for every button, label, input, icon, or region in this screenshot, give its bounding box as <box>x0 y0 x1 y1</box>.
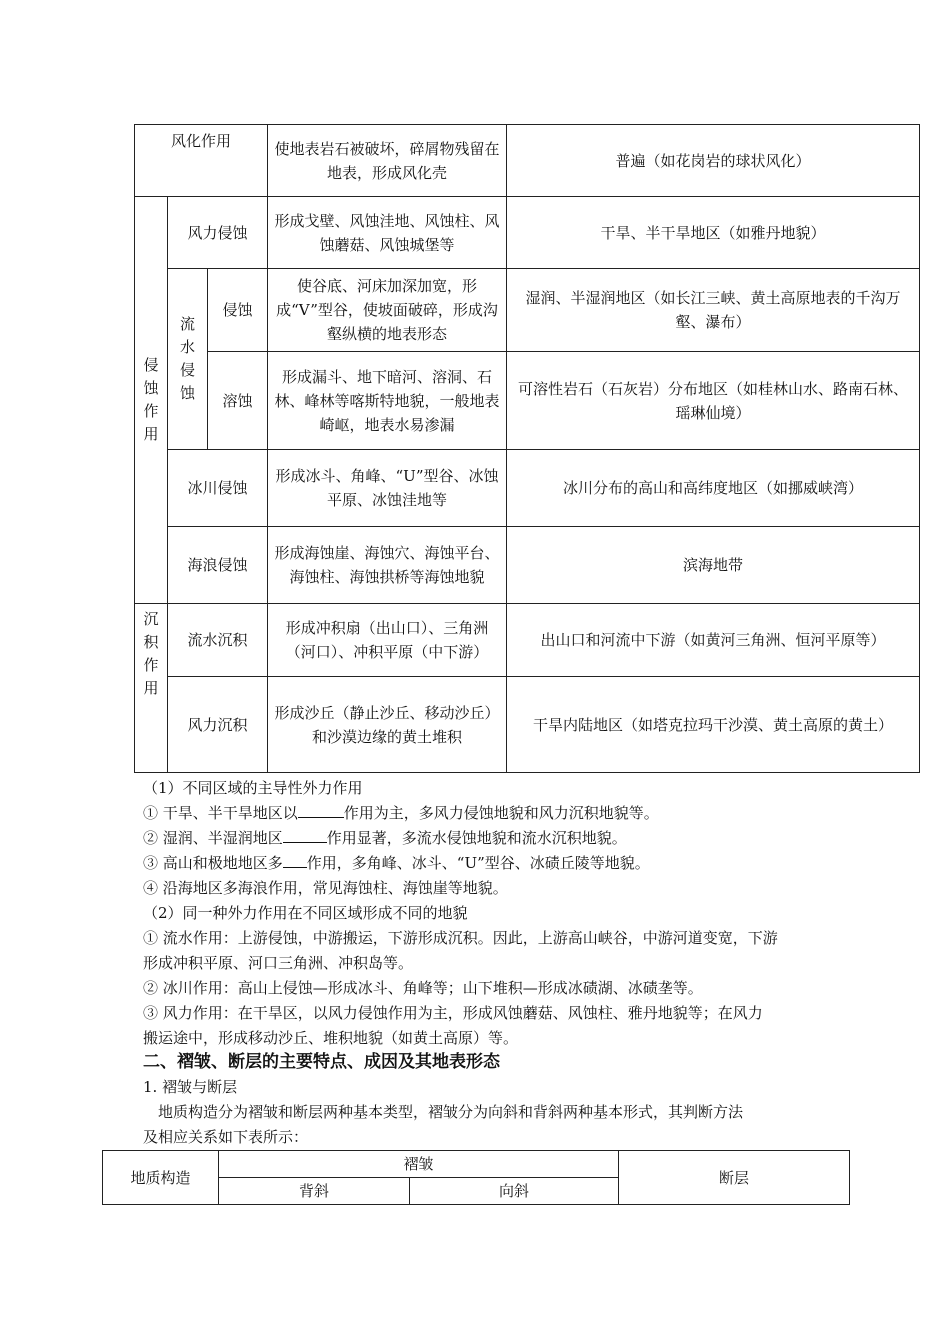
notes-section <box>143 776 823 1051</box>
table-row <box>135 352 920 450</box>
region-water-deposition: 出山口和河流中下游（如黄河三角洲、恒河平原等） <box>507 604 920 677</box>
table-row <box>103 1151 850 1178</box>
process-name-wind-deposition: 风力沉积 <box>168 677 268 773</box>
group-label-erosion: 侵 蚀 作 用 <box>135 197 168 604</box>
header-fold: 褶皱 <box>219 1151 619 1178</box>
group-label-deposition: 沉 积 作 用 <box>135 604 168 773</box>
answer-blank[interactable] <box>283 851 307 868</box>
effect-water-erosion: 使谷底、河床加深加宽，形成“V”型谷，使坡面破碎，形成沟壑纵横的地表形态 <box>268 269 507 352</box>
notes-2-item-a-line1: ① 流水作用：上游侵蚀，中游搬运，下游形成沉积。因此，上游高山峡谷，中游河道变宽，下游 <box>143 929 778 947</box>
region-water-erosion: 湿润、半湿润地区（如长江三峡、黄土高原地表的千沟万壑、瀑布） <box>507 269 920 352</box>
table-row <box>135 677 920 773</box>
text: ③ 高山和极地地区多 <box>143 854 283 872</box>
table-row <box>135 527 920 604</box>
intro-paragraph <box>143 1100 833 1150</box>
region-dissolution: 可溶性岩石（石灰岩）分布地区（如桂林山水、路南石林、瑶琳仙境） <box>507 352 920 450</box>
section-heading: 二、褶皱、断层的主要特点、成因及其地表形态 <box>143 1052 500 1072</box>
notes-2-item-a-line2: 形成冲积平原、河口三角洲、冲积岛等。 <box>143 954 414 972</box>
answer-blank[interactable] <box>283 826 327 843</box>
header-anticline: 背斜 <box>219 1178 410 1205</box>
effect-weathering: 使地表岩石被破坏，碎屑物残留在地表，形成风化壳 <box>268 125 507 197</box>
text: ① 干旱、半干旱地区以 <box>143 804 298 822</box>
effect-wave-erosion: 形成海蚀崖、海蚀穴、海蚀平台、海蚀柱、海蚀拱桥等海蚀地貌 <box>268 527 507 604</box>
process-name-wave-erosion: 海浪侵蚀 <box>168 527 268 604</box>
process-name-water-deposition: 流水沉积 <box>168 604 268 677</box>
region-wind-erosion: 干旱、半干旱地区（如雅丹地貌） <box>507 197 920 269</box>
notes-2-title: （2）同一种外力作用在不同区域形成不同的地貌 <box>143 904 468 922</box>
table-row <box>135 125 920 197</box>
notes-2-item-b: ② 冰川作用：高山上侵蚀—形成冰斗、角峰等；山下堆积—形成冰碛湖、冰碛垄等。 <box>143 979 703 997</box>
process-name-glacial-erosion: 冰川侵蚀 <box>168 450 268 527</box>
paragraph-line: 地质构造分为褶皱和断层两种基本类型，褶皱分为向斜和背斜两种基本形式，其判断方法 <box>143 1103 744 1121</box>
process-name-weathering: 风化作用 <box>135 125 268 197</box>
effect-glacial-erosion: 形成冰斗、角峰、“U”型谷、冰蚀平原、冰蚀洼地等 <box>268 450 507 527</box>
paragraph-line: 及相应关系如下表所示： <box>143 1128 309 1146</box>
notes-1-item-c <box>143 851 823 876</box>
group-label-water-erosion: 流 水 侵 蚀 <box>168 269 208 450</box>
text: 作用显著，多流水侵蚀地貌和流水沉积地貌。 <box>326 829 627 847</box>
notes-2-item-c-line2: 搬运途中，形成移动沙丘、堆积地貌（如黄土高原）等。 <box>143 1029 519 1047</box>
exogenic-processes-table <box>134 124 920 773</box>
geologic-structure-table <box>102 1150 850 1205</box>
effect-wind-erosion: 形成戈壁、风蚀洼地、风蚀柱、风蚀蘑菇、风蚀城堡等 <box>268 197 507 269</box>
effect-water-deposition: 形成冲积扇（出山口）、三角洲（河口）、冲积平原（中下游） <box>268 604 507 677</box>
text: 作用，多角峰、冰斗、“U”型谷、冰碛丘陵等地貌。 <box>306 854 650 872</box>
process-name-water-erosion: 侵蚀 <box>208 269 268 352</box>
header-syncline: 向斜 <box>410 1178 619 1205</box>
subsection-title: 1. 褶皱与断层 <box>143 1078 238 1096</box>
notes-1-title: （1）不同区域的主导性外力作用 <box>143 779 363 797</box>
table-row <box>135 269 920 352</box>
table-row <box>135 450 920 527</box>
table-row <box>135 197 920 269</box>
effect-dissolution: 形成漏斗、地下暗河、溶洞、石林、峰林等喀斯特地貌，一般地表崎岖，地表水易渗漏 <box>268 352 507 450</box>
notes-1-item-b <box>143 826 823 851</box>
text: ② 湿润、半湿润地区 <box>143 829 283 847</box>
answer-blank[interactable] <box>298 801 344 818</box>
notes-1-item-a <box>143 801 823 826</box>
effect-wind-deposition: 形成沙丘（静止沙丘、移动沙丘）和沙漠边缘的黄土堆积 <box>268 677 507 773</box>
region-wind-deposition: 干旱内陆地区（如塔克拉玛干沙漠、黄土高原的黄土） <box>507 677 920 773</box>
table-row <box>135 604 920 677</box>
header-structure: 地质构造 <box>103 1151 219 1205</box>
process-name-wind-erosion: 风力侵蚀 <box>168 197 268 269</box>
notes-1-item-d: ④ 沿海地区多海浪作用，常见海蚀柱、海蚀崖等地貌。 <box>143 879 508 897</box>
process-name-dissolution: 溶蚀 <box>208 352 268 450</box>
notes-2-item-c-line1: ③ 风力作用：在干旱区，以风力侵蚀作用为主，形成风蚀蘑菇、风蚀柱、雅丹地貌等；在风力 <box>143 1004 763 1022</box>
region-glacial-erosion: 冰川分布的高山和高纬度地区（如挪威峡湾） <box>507 450 920 527</box>
text: 作用为主，多风力侵蚀地貌和风力沉积地貌等。 <box>343 804 659 822</box>
header-fault: 断层 <box>619 1151 850 1205</box>
region-weathering: 普遍（如花岗岩的球状风化） <box>507 125 920 197</box>
region-wave-erosion: 滨海地带 <box>507 527 920 604</box>
